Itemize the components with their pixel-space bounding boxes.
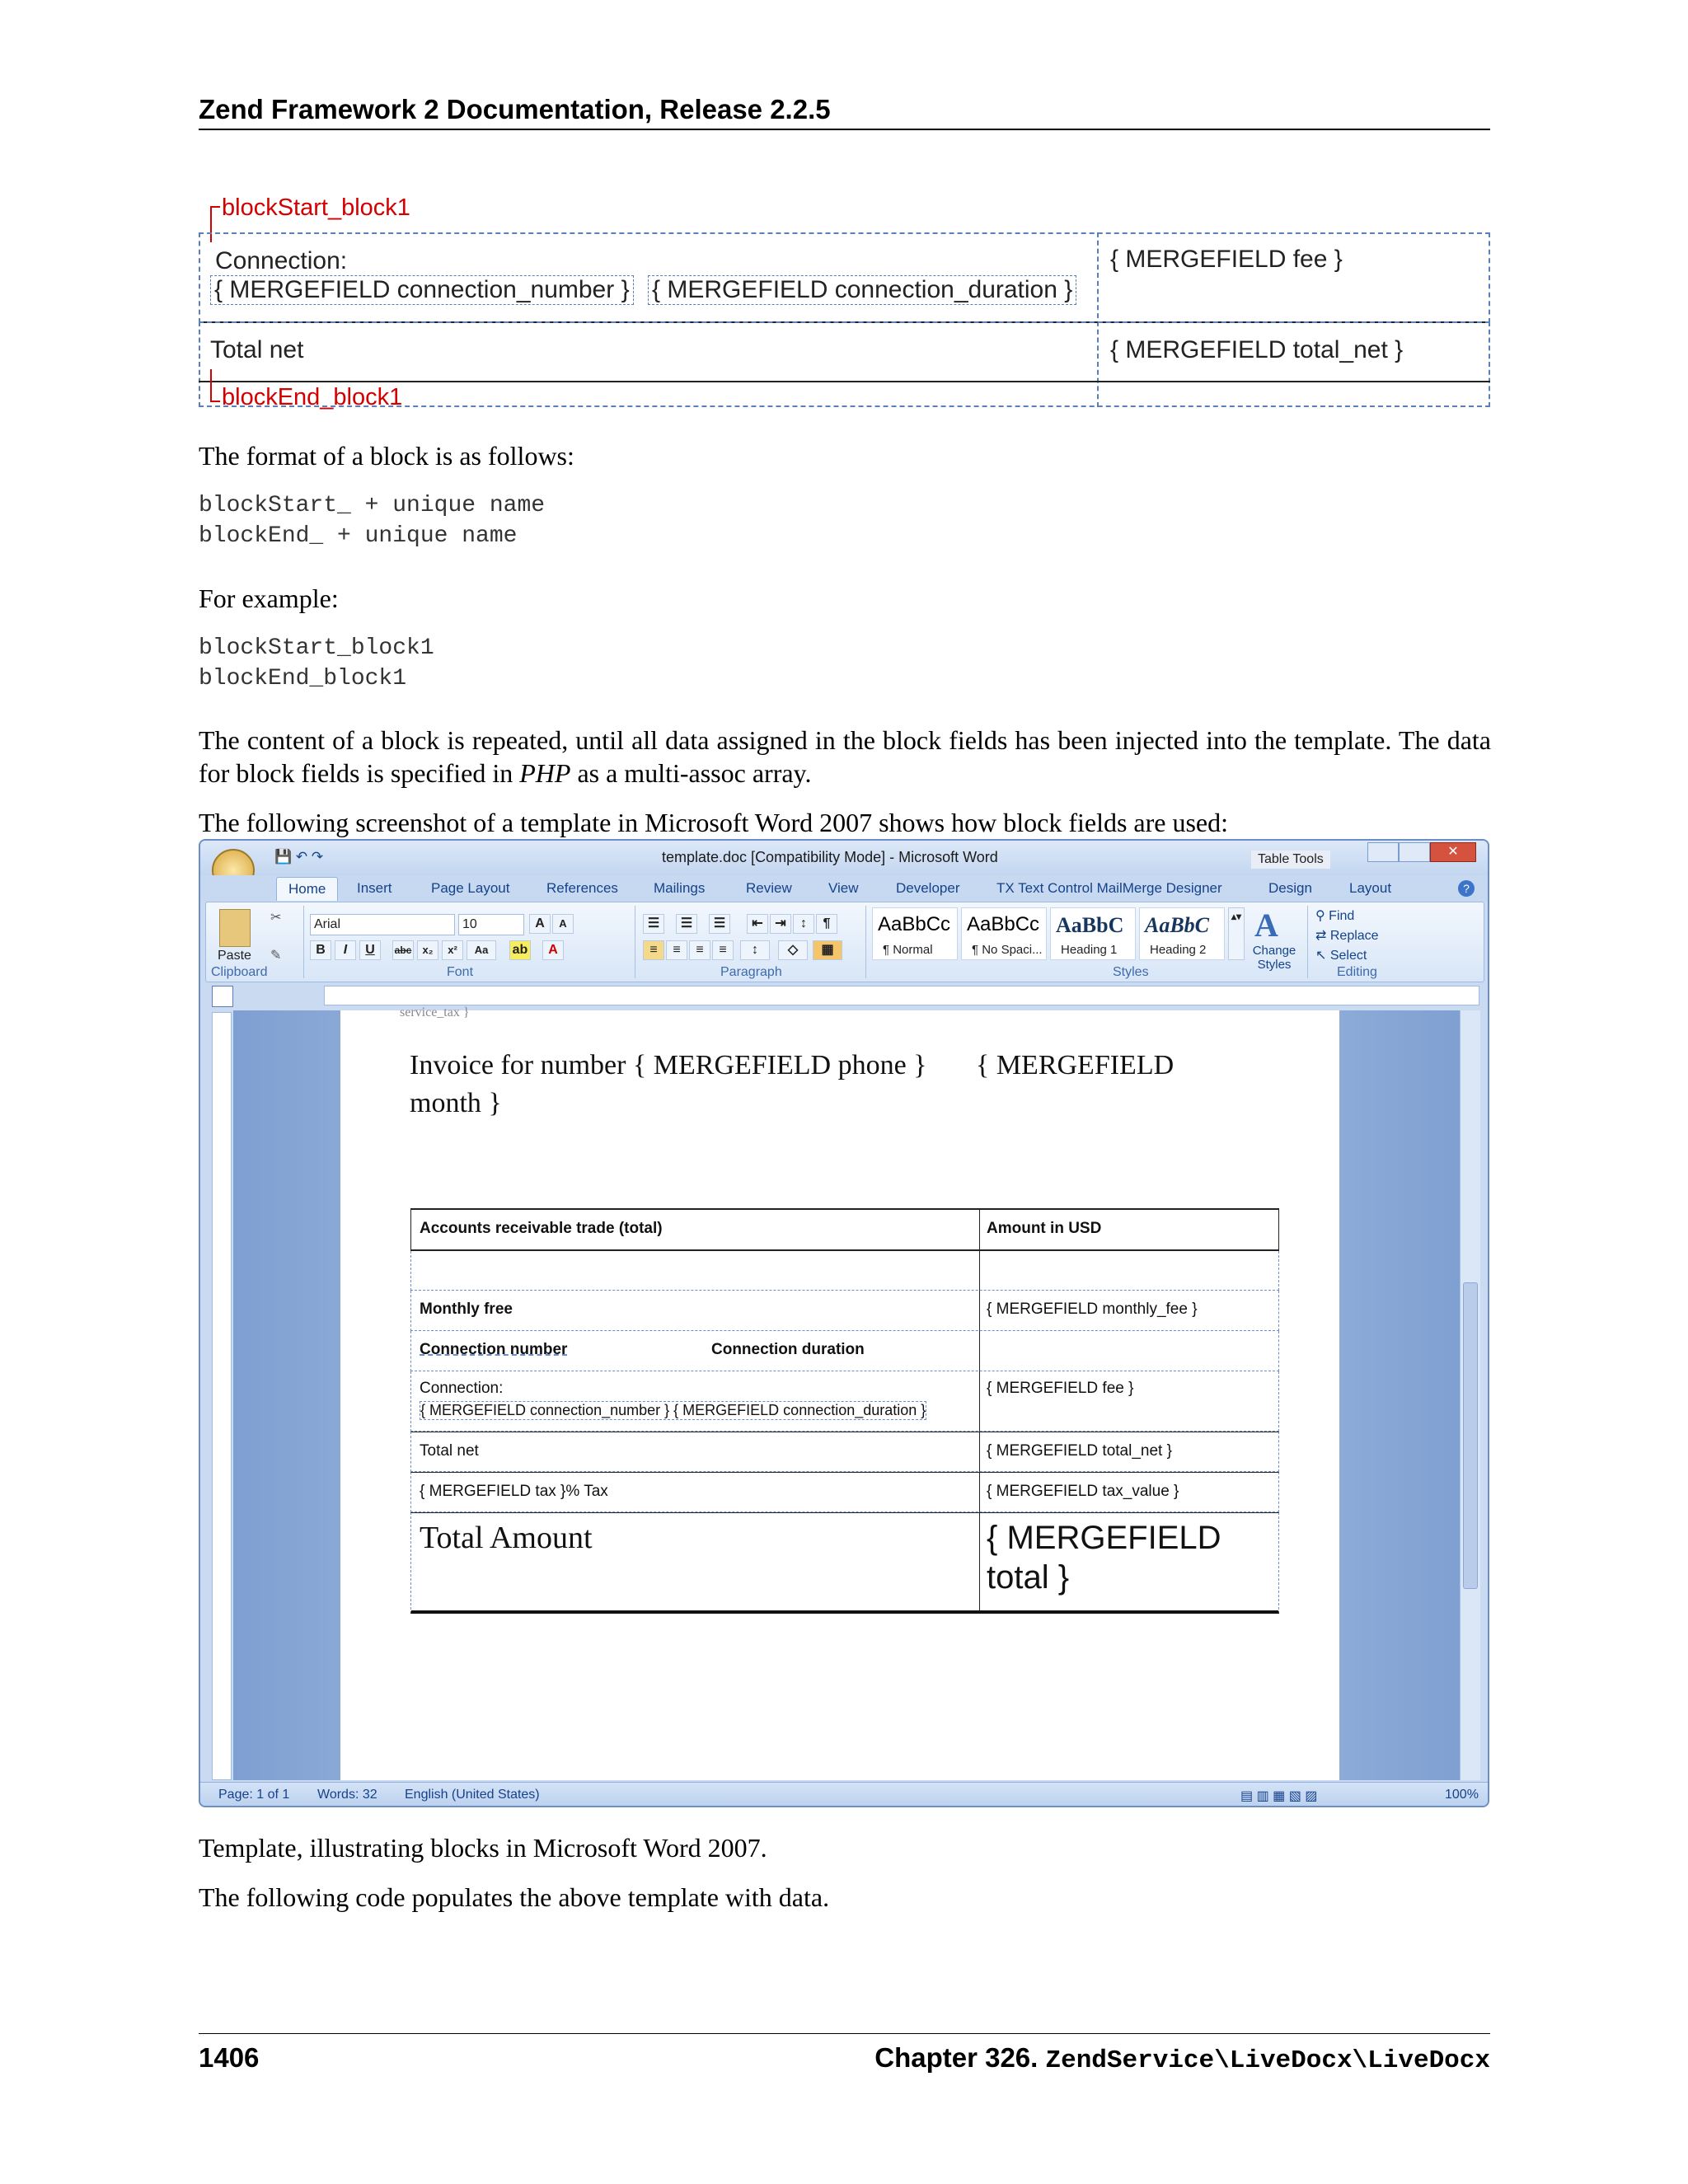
header-rule [199, 129, 1490, 130]
font-name-value: Arial [314, 917, 341, 931]
chapter-label: Chapter 326. [874, 2042, 1039, 2073]
change-styles-icon[interactable]: A [1254, 907, 1278, 944]
font-color-icon[interactable]: A [542, 940, 564, 960]
justify-icon[interactable]: ≡ [712, 940, 734, 960]
grow-font-icon[interactable]: A [529, 914, 551, 934]
table-row-total [410, 1512, 1279, 1614]
monthly-field: { MERGEFIELD monthly_fee } [987, 1301, 1198, 1318]
invoice-table [410, 1208, 1279, 1612]
tab-home[interactable]: Home [276, 877, 338, 901]
tab-review[interactable]: Review [746, 880, 792, 896]
block-end-marker: blockEnd_block1 [222, 384, 403, 410]
vertical-ruler[interactable] [212, 1012, 232, 1780]
highlight-icon[interactable]: ab [509, 940, 531, 960]
table-row-monthly [410, 1291, 1279, 1331]
style-name: Heading 1 [1061, 943, 1118, 957]
strikethrough-icon[interactable]: abc [392, 940, 414, 960]
code-block-example [199, 633, 434, 694]
connection-label: Connection: [420, 1380, 504, 1397]
total-amount-label: Total Amount [420, 1521, 593, 1555]
style-preview: AaBbCc [967, 913, 1040, 935]
shrink-font-icon[interactable]: A [552, 914, 574, 934]
paragraph-code-intro: The following code populates the above template with data. [199, 1882, 830, 1912]
group-styles: Styles [1113, 965, 1149, 979]
table-tools-label: Table Tools [1251, 851, 1330, 869]
font-size-select[interactable] [458, 914, 524, 935]
find-button[interactable] [1315, 907, 1354, 924]
style-preview: AaBbC [1145, 913, 1210, 937]
end-marker-line [210, 369, 212, 402]
ribbon-tabs [200, 875, 1488, 902]
paragraph-format: The format of a block is as follows: [199, 441, 574, 471]
tab-stop-selector[interactable] [212, 986, 233, 1007]
connection-duration-field: { MERGEFIELD connection_duration } [648, 275, 1076, 305]
tab-layout[interactable]: Layout [1349, 880, 1392, 896]
sort-icon[interactable]: ↕ [793, 914, 814, 934]
code-line: blockEnd_block1 [199, 666, 407, 691]
paste-icon[interactable] [219, 909, 251, 947]
tax-field: { MERGEFIELD tax_value } [987, 1483, 1179, 1500]
col1-header: Accounts receivable trade (total) [420, 1220, 663, 1237]
align-left-icon[interactable]: ≡ [643, 940, 664, 960]
total-net-field: { MERGEFIELD total_net } [1110, 336, 1404, 363]
multilevel-list-icon[interactable]: ☰ [709, 914, 730, 934]
ribbon [205, 902, 1484, 982]
group-separator [1307, 906, 1308, 978]
tab-mailings[interactable]: Mailings [654, 880, 706, 896]
replace-icon: ⇄ [1315, 929, 1330, 943]
change-styles-label[interactable]: Change Styles [1252, 944, 1296, 972]
table-header-row [410, 1210, 1279, 1251]
table-row-empty [410, 1251, 1279, 1291]
figure-caption: Template, illustrating blocks in Microsoft Word 2007. [199, 1833, 767, 1863]
borders-icon[interactable]: ▦ [813, 940, 842, 960]
table-row-tax [410, 1472, 1279, 1512]
connection-number-field: { MERGEFIELD connection_number } [210, 275, 634, 305]
line-spacing-icon[interactable]: ↕ [740, 940, 770, 960]
conn-number-head: Connection number [420, 1341, 568, 1358]
align-right-icon[interactable]: ≡ [689, 940, 710, 960]
block-bottom-rule [199, 381, 1490, 382]
binoculars-icon: ⚲ [1315, 909, 1329, 923]
status-zoom-label[interactable]: 100% [1445, 1788, 1479, 1802]
status-words[interactable]: Words: 32 [317, 1788, 377, 1802]
word-window [199, 839, 1489, 1807]
numbering-icon[interactable]: ☰ [676, 914, 697, 934]
help-icon[interactable]: ? [1458, 880, 1475, 897]
tab-insert[interactable]: Insert [357, 880, 392, 896]
group-font: Font [447, 965, 474, 979]
connection-fields: { MERGEFIELD connection_number } { MERGEFIELD connection_duration } [420, 1402, 926, 1418]
find-label: Find [1329, 909, 1355, 923]
style-name: ¶ Normal [883, 943, 933, 957]
text-run: as a multi-assoc array. [570, 758, 812, 788]
monthly-label: Monthly free [420, 1301, 513, 1318]
connection-label: Connection: [215, 247, 348, 274]
paragraph-screenshot-intro: The following screenshot of a template in Microsoft Word 2007 shows how block fields are used: [199, 808, 1229, 837]
replace-label: Replace [1329, 929, 1379, 943]
tax-label: { MERGEFIELD tax }% Tax [420, 1483, 608, 1500]
font-size-value: 10 [462, 917, 477, 931]
paragraph-content [199, 724, 1491, 790]
superscript-icon[interactable]: x² [442, 940, 463, 960]
close-icon[interactable]: ✕ [1430, 842, 1476, 862]
style-preview: AaBbCc [878, 913, 951, 935]
view-buttons[interactable]: ▤ ▥ ▦ ▧ ▨ [1240, 1789, 1318, 1803]
style-name: ¶ No Spaci... [972, 943, 1043, 957]
align-center-icon[interactable]: ≡ [666, 940, 687, 960]
paragraph-example: For example: [199, 583, 339, 613]
bold-icon[interactable]: B [310, 940, 331, 960]
select-arrow-icon: ↖ [1315, 949, 1330, 963]
shading-icon[interactable]: ◇ [778, 940, 808, 960]
cut-off-text: service_tax } [400, 1005, 470, 1019]
title-bar [200, 841, 1488, 875]
scrollbar-thumb[interactable] [1463, 1282, 1478, 1589]
code-line: blockEnd_ + unique name [199, 523, 518, 549]
col2-header: Amount in USD [987, 1220, 1102, 1237]
code-block-format [199, 490, 545, 551]
table-row-connection [410, 1371, 1279, 1432]
status-language[interactable]: English (United States) [405, 1788, 540, 1802]
style-heading-1[interactable] [1050, 907, 1136, 960]
replace-button[interactable] [1315, 927, 1379, 944]
group-editing: Editing [1337, 965, 1377, 979]
group-separator [865, 906, 866, 978]
table-row-connection-head [410, 1331, 1279, 1371]
style-heading-2[interactable] [1139, 907, 1225, 960]
tab-design[interactable]: Design [1268, 880, 1312, 896]
window-title: template.doc [Compatibility Mode] - Microsoft Word [662, 849, 998, 865]
total-net-field: { MERGEFIELD total_net } [987, 1442, 1172, 1460]
group-paragraph: Paragraph [720, 965, 782, 979]
pilcrow-icon[interactable]: ¶ [816, 914, 837, 934]
subscript-icon[interactable]: x₂ [417, 940, 438, 960]
chapter-path: ZendService\LiveDocx\LiveDocx [1045, 2046, 1490, 2075]
vertical-scrollbar[interactable] [1460, 1010, 1480, 1780]
conn-duration-head: Connection duration [711, 1341, 865, 1358]
style-preview: AaBbC [1056, 913, 1124, 937]
font-name-select[interactable] [310, 914, 455, 935]
cut-icon[interactable]: ✂ [270, 911, 282, 925]
running-header: Zend Framework 2 Documentation, Release 2.2.5 [199, 94, 831, 124]
select-button[interactable] [1315, 947, 1367, 963]
invoice-heading: Invoice for number { MERGEFIELD phone } { MERGEFIELD month } [410, 1050, 1181, 1118]
document-page[interactable] [340, 1005, 1339, 1780]
tab-tx-mailmerge[interactable]: TX Text Control MailMerge Designer [996, 880, 1222, 896]
paste-label: Paste [218, 949, 251, 963]
table-row-total-net [410, 1432, 1279, 1472]
tab-page-layout[interactable]: Page Layout [431, 880, 510, 896]
style-name: Heading 2 [1150, 943, 1207, 957]
italic-icon[interactable]: I [335, 940, 356, 960]
block-figure [199, 190, 1490, 416]
text-run-emphasis: PHP [519, 758, 571, 788]
block-start-marker: blockStart_block1 [222, 194, 410, 221]
code-line: blockStart_block1 [199, 635, 434, 661]
group-clipboard: Clipboard [211, 965, 268, 979]
status-bar [200, 1782, 1488, 1807]
end-marker-bracket [210, 401, 220, 402]
quick-access-toolbar[interactable]: 💾 ↶ ↷ [274, 849, 324, 865]
window-controls [1367, 842, 1478, 862]
total-net-label: Total net [210, 336, 304, 363]
styles-scroll[interactable]: ▴▾ [1228, 907, 1245, 960]
footer-rule [199, 2033, 1490, 2034]
page-number: 1406 [199, 2042, 260, 2073]
change-case-icon[interactable]: Aa [467, 940, 496, 960]
style-no-spacing[interactable] [961, 907, 1047, 960]
fee-field: { MERGEFIELD fee } [1110, 246, 1343, 273]
maximize-button[interactable] [1399, 842, 1430, 862]
total-field: { MERGEFIELD total } [987, 1520, 1221, 1596]
fee-field: { MERGEFIELD fee } [987, 1380, 1134, 1397]
underline-icon[interactable]: U [359, 940, 381, 960]
group-separator [303, 906, 304, 978]
style-normal[interactable] [872, 907, 958, 960]
decrease-indent-icon[interactable]: ⇤ [747, 914, 768, 934]
tab-developer[interactable]: Developer [896, 880, 960, 896]
horizontal-ruler[interactable] [324, 986, 1479, 1005]
bullets-icon[interactable]: ☰ [643, 914, 664, 934]
tab-references[interactable]: References [546, 880, 618, 896]
format-painter-icon[interactable]: ✎ [270, 949, 282, 963]
increase-indent-icon[interactable]: ⇥ [770, 914, 791, 934]
text-run: The content of a block is repeated, until all data assigned in the block fields has been injected into the template. The data for block fields is specified in [199, 725, 1491, 788]
code-line: blockStart_ + unique name [199, 493, 546, 518]
select-label: Select [1329, 949, 1367, 963]
total-net-label: Total net [420, 1442, 479, 1460]
tab-view[interactable]: View [828, 880, 859, 896]
chapter-footer [874, 2042, 1490, 2075]
minimize-button[interactable] [1367, 842, 1399, 862]
status-page[interactable]: Page: 1 of 1 [218, 1788, 290, 1802]
